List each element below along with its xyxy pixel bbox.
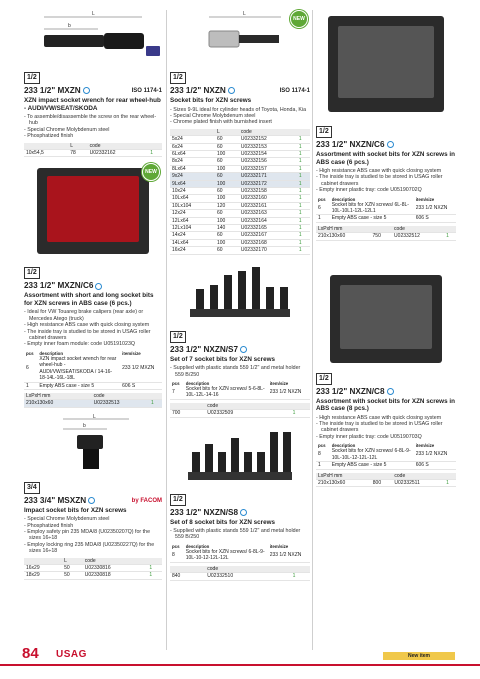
svg-text:L: L: [93, 413, 96, 420]
product-title: 233 3/4" MSXZN by FACOM: [24, 495, 162, 505]
table-row: 10Lx64 100 U02332160 1: [170, 195, 310, 202]
svg-text:L: L: [243, 11, 246, 17]
product-image-mxzn: [24, 8, 162, 66]
code-table: code 840 U02332510 1: [170, 566, 310, 581]
table-row: 6 Socket bits for XZN screws/ 6L-8L-10L-10L1-12L-12L1 233 1/2 NXZN: [316, 202, 456, 215]
product-image-nxzn-c6: [316, 8, 456, 120]
product-mxzn-c6: [24, 161, 162, 407]
table-row: 8 Socket bits for XZN screws/ 6-8L-9-10L-10L-12-12L-12L 233 1/2 NXZN: [316, 448, 456, 461]
info-circle-icon[interactable]: [95, 283, 102, 290]
table-row: 10Lx104 120 U02332161 1: [170, 202, 310, 209]
bullet-list: - Ideal for VW Touareg brake calipers (rear axle) or Mercedes Atego (truck) - High resistance ABS case with quick closing system - The inside tray is studied to be stored in USAG roller cabinet drawers - Empty inner foam module: code U05191023Q: [24, 309, 162, 347]
table-row: 210x130x60 U02332513 1: [24, 400, 162, 407]
product-subtitle: Assortment with short and long socket bits for XZN screws in ABS case (6 pcs.): [24, 292, 154, 307]
column-1: [24, 8, 162, 580]
code-table: LxPxH mm code 210x130x60 800 U02332511 1: [316, 473, 456, 488]
size-badge: 3/4: [24, 482, 40, 494]
table-row: 12x24 60 U02332163 1: [170, 210, 310, 217]
product-msxzn: [24, 412, 162, 580]
size-badge: 1/2: [170, 72, 186, 84]
product-nxzn-s7: [170, 259, 310, 418]
page-number: 84: [22, 645, 39, 662]
pcs-table: pcs description item/size 8 Socket bits for XZN screws/ 6-8L-9-10L-10-12-12L-12L 233 1/2 NXZN: [170, 544, 310, 563]
table-row: 1 Empty ABS case - size 5 606 S: [316, 462, 456, 469]
product-image-nxzn-s7: [170, 259, 310, 325]
size-badge: 1/2: [316, 373, 332, 385]
product-image-msxzn: [24, 412, 162, 476]
bullet-list: - To assemble/disassemble the screw on the rear wheel-hub - Special Chrome Molybdenum steel - Phosphatized finish: [24, 114, 162, 140]
table-row: 8x24 60 U02332156 1: [170, 158, 310, 165]
table-row: 16x24 60 U02332170 1: [170, 247, 310, 254]
product-subtitle: Impact socket bits for XZN screws: [24, 506, 127, 514]
info-circle-icon[interactable]: [387, 141, 394, 148]
table-row: 210x130x60 750 U02332512 1: [316, 233, 456, 240]
bullet-list: - Special Chrome Molybdenum steel - Phosphatized finish - Employ safety pin 235 MDA/8 (U02350207Q) for the sizes 16÷18 - Employ locking ring 235 MDA/8 (U02350227Q) for the sizes 16÷18: [24, 516, 162, 554]
table-row: 8Lx64 100 U02332157 1: [170, 165, 310, 172]
table-row: 8 Socket bits for XZN screws/ 6-8L-9-10L-10-12-12L-12L 233 1/2 NXZN: [170, 549, 310, 562]
product-subtitle: Set of 7 socket bits for XZN screws: [170, 355, 275, 363]
bullet-list: - Supplied with plastic stands 559 1/2" and metal holder 559 B/250: [170, 365, 310, 378]
size-badge: 1/2: [170, 331, 186, 343]
info-circle-icon[interactable]: [83, 87, 90, 94]
new-badge: NEW: [290, 10, 308, 28]
product-title: 233 1/2" MXZN ISO 1174-1: [24, 86, 162, 95]
product-subtitle: Assortment with socket bits for XZN screws in ABS case (8 pcs.): [316, 397, 455, 413]
product-subtitle: Set of 8 socket bits for XZN screws: [170, 518, 275, 526]
bullet-list: - Sizes 9-9L ideal for cylinder heads of Toyota, Honda, Kia - Special Chrome Molybdenum steel - Chrome plated finish with burnished insert: [170, 107, 310, 126]
info-circle-icon[interactable]: [228, 87, 235, 94]
column-3: [316, 8, 456, 487]
bullet-list: - Supplied with plastic stands 559 1/2" and metal holder 559 B/250: [170, 528, 310, 541]
product-subtitle: Socket bits for XZN screws: [170, 97, 252, 104]
table-row: 6 XZN impact socket wrench for rear wheel-hub - AUDI/VW/SEAT/SKODA / 14-16-18-14L-16L-18L 233 1/2 MXZN: [24, 356, 162, 382]
table-row: 9Lx64 100 U02332172 1: [170, 180, 310, 187]
product-subtitle: Assortment with socket bits for XZN screws in ABS case (6 pcs.): [316, 151, 455, 166]
product-mxzn: [24, 8, 162, 157]
svg-text:b: b: [83, 422, 86, 429]
table-row: 6x24 60 U02332153 1: [170, 143, 310, 150]
table-row: 16x29 50 U02330816 1: [24, 565, 162, 572]
column-2: [170, 8, 310, 581]
table-row: 6Lx64 100 U02332154 1: [170, 150, 310, 157]
product-title: 233 1/2" NXZN/C8: [316, 387, 456, 396]
new-badge: NEW: [142, 163, 160, 181]
product-title: 233 1/2" MXZN/C6: [24, 281, 162, 290]
table-row: 10x24 60 U02332158 1: [170, 187, 310, 194]
product-nxzn-c8: [316, 271, 456, 488]
table-row: 12Lx64 100 U02332164 1: [170, 217, 310, 224]
brand-logo: USAG: [56, 649, 87, 660]
code-table: L code 16x29 50 U02330816 1 18x29 50 U02330818 1: [24, 558, 162, 580]
svg-text:b: b: [68, 23, 71, 29]
info-circle-icon[interactable]: [240, 509, 247, 516]
table-row: 12Lx104 140 U02332165 1: [170, 225, 310, 232]
bullet-list: - High resistance ABS case with quick closing system - The inside tray is studied to be stored in USAG roller cabinet drawers - Empty inner plastic tray: code U05190702Q: [316, 168, 456, 194]
product-image-nxzn: [170, 8, 310, 66]
table-row: 18x29 50 U02330818 1: [24, 572, 162, 579]
footer-divider: [0, 664, 480, 666]
code-table: L code 10x54,5 78 U02332162 1: [24, 143, 162, 158]
product-title: 233 1/2" NXZN/S8: [170, 508, 310, 517]
product-title: 233 1/2" NXZN ISO 1174-1: [170, 86, 310, 95]
product-nxzn: [170, 8, 310, 255]
code-table: LxPxH mm code 210x130x60 750 U02332512 1: [316, 226, 456, 241]
pcs-table: pcs description item/size 6 Socket bits for XZN screws/ 6L-8L-10L-10L1-12L-12L1 233 1/2 NXZN 1 Empty ABS case - size 5 606 S: [316, 197, 456, 223]
code-table: L code 5x24 60 U02332152 1 6x24 60 U02332153 1 6Lx64 100 U02332154 1 8x24 60 U02332156 1 8Lx64 100 U02332157 1 9x24 60 U02332171 1 9Lx64 100 U02332172 1 10x24 60 U02332158 1 10Lx64 100 U02332160 1 10Lx104 120 U02332161 1 12x24 60 U02332163 1 12Lx64 100 U02332164 1 12Lx104 140 U02332165 1 14x24 60 U02332167 1 14Lx64 100 U02332168 1 16x24 60 U02332170 1: [170, 129, 310, 255]
product-nxzn-c6: [316, 8, 456, 241]
info-circle-icon[interactable]: [88, 497, 95, 504]
table-row: 7 Socket bits for XZN screws/ 5-6-8L-10L-12L-14-16 233 1/2 NXZN: [170, 386, 310, 399]
table-row: 1 Empty ABS case - size 5 606 S: [24, 382, 162, 389]
product-image-mxzn-c6: [24, 161, 162, 261]
product-subtitle: XZN impact socket wrench for rear wheel-hub - AUDI/VW/SEAT/SKODA: [24, 97, 161, 112]
product-image-nxzn-c8: [316, 271, 456, 367]
product-title: 233 1/2" NXZN/C6: [316, 140, 456, 149]
size-badge: 1/2: [316, 126, 332, 138]
table-row: 14Lx64 100 U02332168 1: [170, 239, 310, 246]
table-row: 700 U02332509 1: [170, 410, 310, 417]
code-table: LxPxH mm code 210x130x60 U02332513 1: [24, 393, 162, 408]
info-circle-icon[interactable]: [387, 388, 394, 395]
table-row: 210x130x60 800 U02332511 1: [316, 479, 456, 486]
bullet-list: - High resistance ABS case with quick closing system - The inside tray is studied to be stored in USAG roller cabinet drawers - Empty inner plastic tray: code U05190703Q: [316, 415, 456, 441]
new-item-legend: New item: [383, 652, 455, 660]
pcs-table: pcs description item/size 8 Socket bits for XZN screws/ 6-8L-9-10L-10L-12-12L-12L 233 1/2 NXZN 1 Empty ABS case - size 5 606 S: [316, 443, 456, 469]
code-table: code 700 U02332509 1: [170, 403, 310, 418]
table-row: 840 U02332510 1: [170, 573, 310, 580]
table-row: 9x24 60 U02332171 1: [170, 173, 310, 180]
product-image-nxzn-s8: [170, 422, 310, 488]
pcs-table: pcs description item/size 6 XZN impact socket wrench for rear wheel-hub - AUDI/VW/SEAT/SKODA / 14-16-18-14L-16L-18L 233 1/2 MXZN 1 Empty ABS case - size 5 606 S: [24, 351, 162, 390]
vw-logo-icon: [146, 46, 160, 56]
size-badge: 1/2: [24, 72, 40, 84]
product-nxzn-s8: [170, 422, 310, 581]
table-row: 14x24 60 U02332167 1: [170, 232, 310, 239]
table-row: 5x24 60 U02332152 1: [170, 136, 310, 143]
size-badge: 1/2: [170, 494, 186, 506]
product-title: 233 1/2" NXZN/S7: [170, 345, 310, 354]
info-circle-icon[interactable]: [240, 346, 247, 353]
pcs-table: pcs description item/size 7 Socket bits for XZN screws/ 5-6-8L-10L-12L-14-16 233 1/2 NXZN: [170, 381, 310, 400]
table-row: 1 Empty ABS case - size 5 606 S: [316, 215, 456, 222]
svg-text:L: L: [92, 11, 95, 17]
table-row: 10x54,5 78 U02332162 1: [24, 150, 162, 157]
size-badge: 1/2: [24, 267, 40, 279]
